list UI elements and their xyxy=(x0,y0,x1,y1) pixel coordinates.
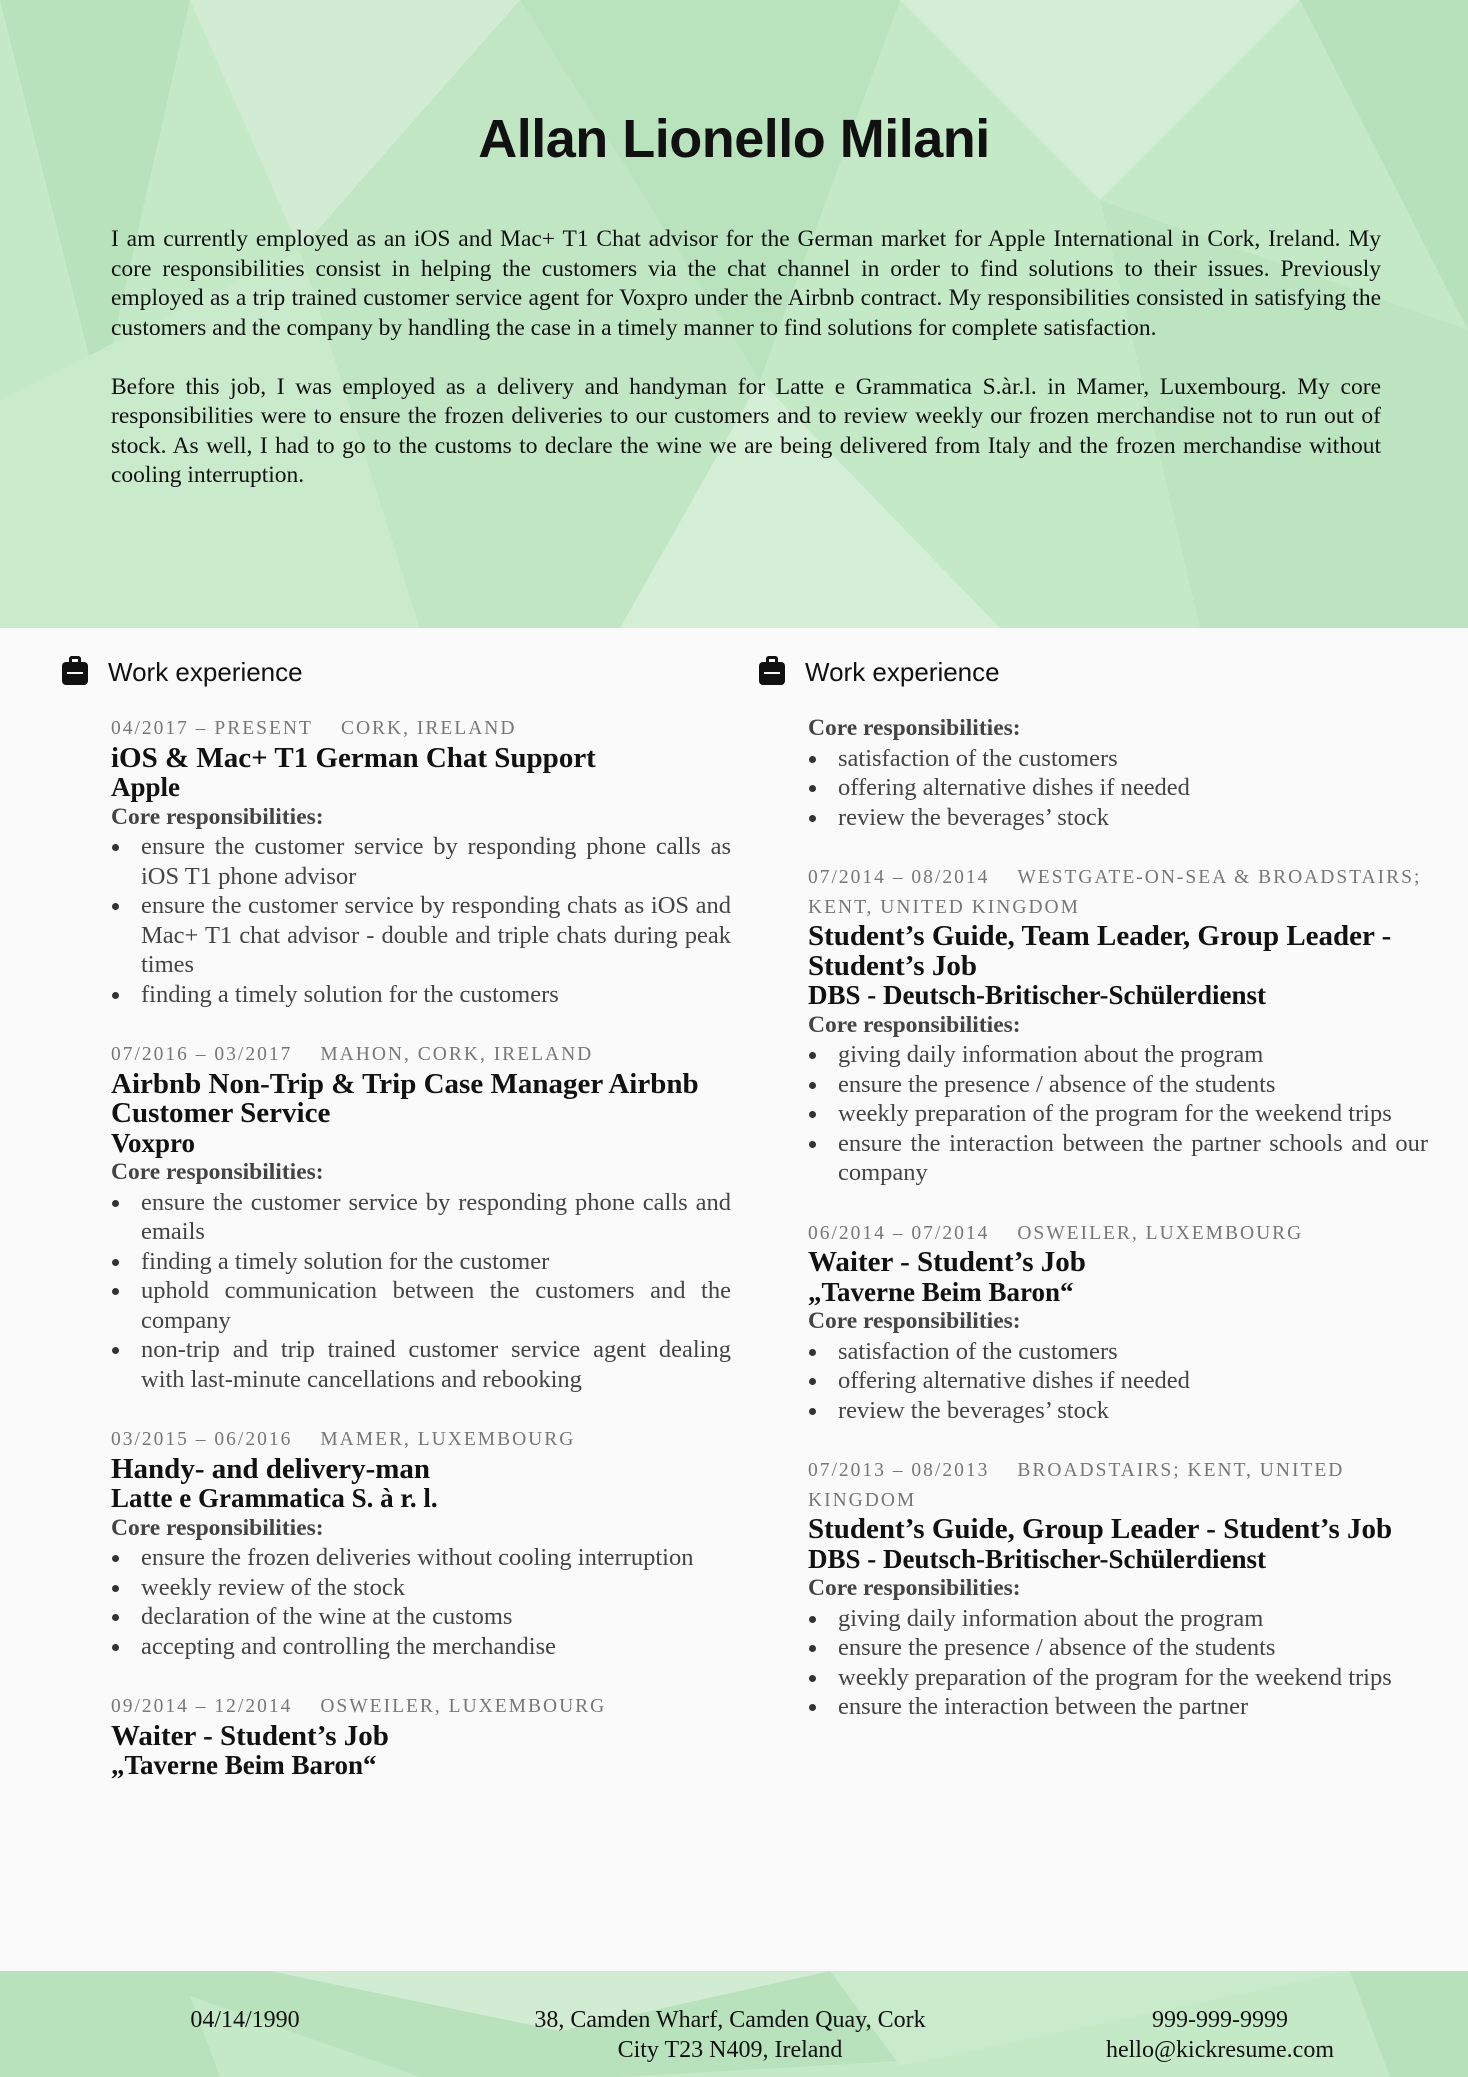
job-location: MAMER, LUXEMBOURG xyxy=(320,1429,576,1450)
section-heading xyxy=(62,650,682,694)
responsibility-item: finding a timely solution for the customer xyxy=(111,1247,731,1277)
job-location: MAHON, CORK, IRELAND xyxy=(320,1044,594,1065)
job-location: CORK, IRELAND xyxy=(340,718,517,739)
company-name: Voxpro xyxy=(111,1127,196,1158)
job-location: OSWEILER, LUXEMBOURG xyxy=(1017,1222,1304,1244)
responsibility-item: ensure the customer service by responding phone calls and emails xyxy=(111,1188,731,1247)
responsibility-item: weekly review of the stock xyxy=(111,1573,731,1603)
job-title: Student’s Guide, Team Leader, Group Leader - Student’s Job xyxy=(808,920,1392,982)
responsibility-item: finding a timely solution for the customers xyxy=(111,980,731,1010)
responsibility-item: offering alternative dishes if needed xyxy=(808,1366,1428,1396)
responsibility-list xyxy=(808,1040,1428,1188)
responsibility-list xyxy=(111,1188,731,1395)
responsibility-item: ensure the presence / absence of the students xyxy=(808,1070,1428,1100)
responsibility-item: accepting and controlling the merchandise xyxy=(111,1632,731,1662)
core-responsibilities-label: Core responsibilities: xyxy=(808,1575,1021,1601)
responsibility-item: ensure the customer service by responding chats as iOS and Mac+ T1 chat advisor - double and triple chats during peak times xyxy=(111,891,731,980)
summary-paragraph: Before this job, I was employed as a delivery and handyman for Latte e Grammatica S.àr.l. in Mamer, Luxembourg. My core responsibilities were to ensure the frozen deliveries to our customers and to review weekly our frozen merchandise not to run out of stock. As well, I had to go to the customs to declare the wine we are being delivered from Italy and the frozen merchandise without cooling interruption. xyxy=(111,373,1381,488)
core-responsibilities-label: Core responsibilities: xyxy=(111,1159,324,1185)
briefcase-icon xyxy=(759,662,785,685)
company-name: „Taverne Beim Baron“ xyxy=(111,1750,377,1780)
job-location: WESTGATE-ON-SEA & BROADSTAIRS; KENT, UNITED KINGDOM xyxy=(808,867,1422,918)
address xyxy=(470,2005,990,2065)
left-column xyxy=(62,650,731,1812)
company-name: Apple xyxy=(111,772,181,802)
job-entry xyxy=(808,1219,1428,1426)
job-meta xyxy=(111,1425,731,1455)
briefcase-icon xyxy=(62,662,88,685)
responsibility-item: satisfaction of the customers xyxy=(808,744,1428,774)
core-responsibilities-label: Core responsibilities: xyxy=(808,1011,1021,1038)
responsibility-list xyxy=(808,1604,1428,1722)
address-line: 38, Camden Wharf, Camden Quay, Cork xyxy=(534,2007,926,2033)
responsibility-item: ensure the customer service by responding phone calls as iOS T1 phone advisor xyxy=(111,832,731,891)
responsibility-item: ensure the frozen deliveries without cooling interruption xyxy=(111,1543,731,1573)
profile-summary xyxy=(111,225,1381,520)
job-title: iOS & Mac+ T1 German Chat Support xyxy=(111,741,596,774)
job-entry xyxy=(808,863,1428,1188)
responsibility-item: ensure the presence / absence of the students xyxy=(808,1633,1428,1663)
left-entries xyxy=(62,714,731,1781)
contact xyxy=(1060,2005,1380,2065)
job-dates: 09/2014 – 12/2014 xyxy=(111,1696,293,1717)
job-meta xyxy=(111,1040,731,1070)
responsibility-item: satisfaction of the customers xyxy=(808,1337,1428,1367)
responsibility-item: review the beverages’ stock xyxy=(808,1396,1428,1426)
job-title: Student’s Guide, Group Leader - Student’s Job xyxy=(808,1513,1393,1545)
job-title: Waiter - Student’s Job xyxy=(808,1246,1086,1278)
job-location: BROADSTAIRS; KENT, UNITED KINGDOM xyxy=(808,1460,1345,1511)
job-dates: 06/2014 – 07/2014 xyxy=(808,1222,990,1244)
responsibility-item: ensure the interaction between the partner xyxy=(808,1692,1428,1722)
responsibility-list xyxy=(808,1337,1428,1426)
job-dates: 07/2013 – 08/2013 xyxy=(808,1460,990,1481)
right-column xyxy=(759,650,1428,1753)
job-meta xyxy=(111,1692,731,1722)
right-entry-list xyxy=(808,863,1428,1722)
section-title: Work experience xyxy=(108,656,303,687)
job-dates: 07/2016 – 03/2017 xyxy=(111,1044,293,1065)
section-heading xyxy=(759,650,1379,694)
job-title: Airbnb Non-Trip & Trip Case Manager Airbnb Customer Service xyxy=(111,1067,699,1129)
job-entry xyxy=(111,1425,731,1661)
phone: 999-999-9999 xyxy=(1152,2007,1288,2033)
core-responsibilities-label: Core responsibilities: xyxy=(808,1308,1021,1334)
company-name: DBS - Deutsch-Britischer-Schülerdienst xyxy=(808,1543,1266,1574)
responsibility-list xyxy=(808,744,1428,833)
responsibility-item: weekly preparation of the program for the weekend trips xyxy=(808,1099,1428,1129)
email-link[interactable]: hello@kickresume.com xyxy=(1105,2037,1335,2063)
job-meta xyxy=(808,1219,1428,1249)
responsibility-item: weekly preparation of the program for the weekend trips xyxy=(808,1663,1428,1693)
responsibility-item: declaration of the wine at the customs xyxy=(111,1602,731,1632)
responsibility-item: uphold communication between the customers and the company xyxy=(111,1276,731,1335)
job-dates: 07/2014 – 08/2014 xyxy=(808,867,990,888)
responsibility-item: giving daily information about the program xyxy=(808,1040,1428,1070)
responsibility-item: giving daily information about the program xyxy=(808,1604,1428,1634)
summary-paragraph: I am currently employed as an iOS and Mac+ T1 Chat advisor for the German market for Apple International in Cork, Ireland. My core responsibilities consist in helping the customers via the chat channel in order to find solutions to their issues. Previously employed as a trip trained customer service agent for Voxpro under the Airbnb contract. My responsibilities consisted in satisfying the customers and the company by handling the case in a timely manner to find solutions for complete satisfaction. xyxy=(111,226,1381,341)
job-entry xyxy=(111,1692,731,1781)
job-entry xyxy=(111,714,731,1009)
responsibility-list xyxy=(111,1543,731,1661)
job-entry xyxy=(111,1040,731,1394)
job-meta xyxy=(808,1456,1428,1515)
header-banner xyxy=(0,0,1468,628)
job-meta xyxy=(111,714,731,744)
birthdate: 04/14/1990 xyxy=(190,2007,300,2033)
core-responsibilities-label: Core responsibilities: xyxy=(808,715,1021,741)
company-name: „Taverne Beim Baron“ xyxy=(808,1276,1074,1307)
section-title: Work experience xyxy=(805,656,1000,687)
candidate-name: Allan Lionello Milani xyxy=(478,109,990,169)
job-meta xyxy=(808,863,1428,922)
responsibility-item: review the beverages’ stock xyxy=(808,803,1428,833)
job-dates: 03/2015 – 06/2016 xyxy=(111,1429,293,1450)
company-name: DBS - Deutsch-Britischer-Schülerdienst xyxy=(808,980,1266,1010)
responsibility-item: ensure the interaction between the partner schools and our company xyxy=(808,1129,1428,1188)
job-location: OSWEILER, LUXEMBOURG xyxy=(320,1696,607,1717)
responsibility-item: offering alternative dishes if needed xyxy=(808,773,1428,803)
address-line: City T23 N409, Ireland xyxy=(617,2037,843,2063)
core-responsibilities-label: Core responsibilities: xyxy=(111,1514,324,1541)
responsibility-item: non-trip and trip trained customer service agent dealing with last-minute cancellations and rebooking xyxy=(111,1335,731,1394)
job-title: Waiter - Student’s Job xyxy=(111,1719,389,1752)
job-entry-continuation xyxy=(808,714,1428,832)
job-dates: 04/2017 – PRESENT xyxy=(111,718,313,739)
right-entries xyxy=(759,714,1428,1722)
responsibility-list xyxy=(111,832,731,1009)
core-responsibilities-label: Core responsibilities: xyxy=(111,803,324,830)
job-title: Handy- and delivery-man xyxy=(111,1452,431,1485)
job-entry xyxy=(808,1456,1428,1722)
company-name: Latte e Grammatica S. à r. l. xyxy=(111,1483,438,1513)
